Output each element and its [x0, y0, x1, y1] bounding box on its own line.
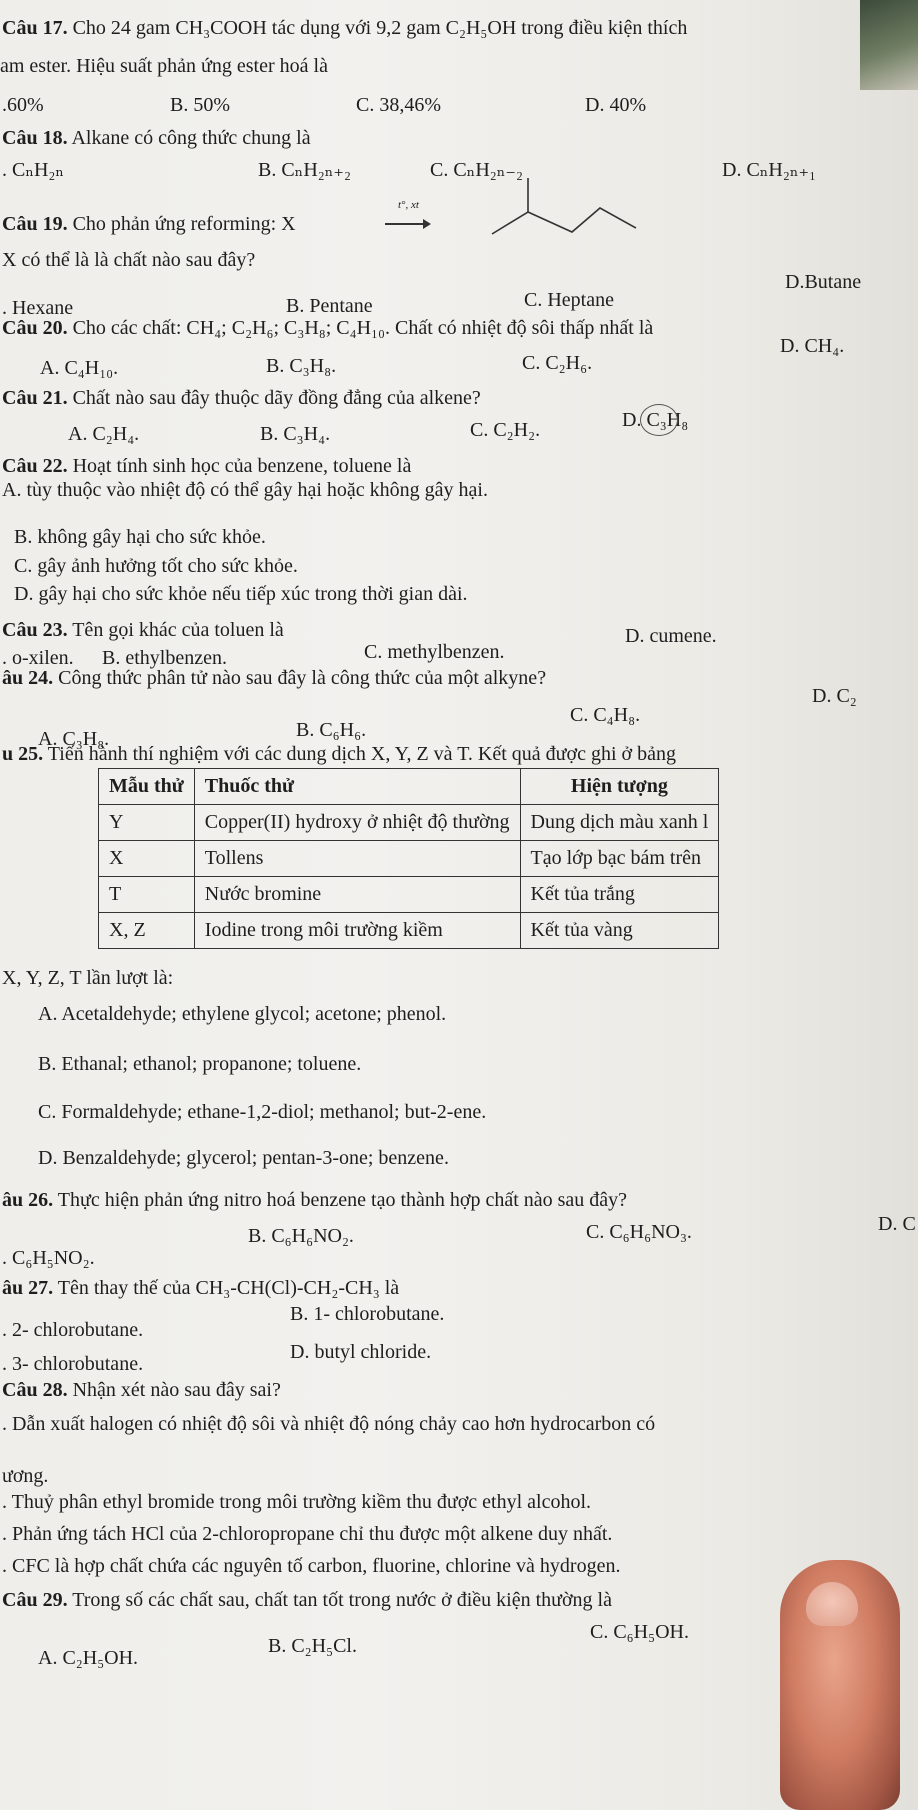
table-cell: Tạo lớp bạc bám trên: [520, 841, 719, 877]
q21-option-a: A. C₂H₄.: [68, 423, 140, 445]
question-24: [2, 668, 546, 688]
q23-option-c: C. methylbenzen.: [364, 641, 505, 663]
question-27: [2, 1278, 399, 1298]
table-row: [99, 841, 719, 877]
q25-title: u 25.: [2, 743, 44, 765]
q28-text: Nhận xét nào sau đây sai?: [72, 1379, 281, 1401]
table-header-cell: Hiện tượng: [520, 769, 719, 805]
table-cell: Y: [99, 805, 195, 841]
q26-title: âu 26.: [2, 1189, 54, 1211]
q26-text: Thực hiện phản ứng nitro hoá benzene tạo thành hợp chất nào sau đây?: [57, 1189, 628, 1211]
q26-option-d: D. C: [878, 1213, 916, 1235]
q25-after-table: X, Y, Z, T lần lượt là:: [2, 967, 174, 989]
table-cell: Nước bromine: [194, 877, 520, 913]
q23-option-b: B. ethylbenzen.: [102, 647, 227, 669]
q19-line2: X có thể là là chất nào sau đây?: [2, 249, 256, 271]
q18-text: Alkane có công thức chung là: [71, 127, 311, 149]
table-cell: Iodine trong môi trường kiềm: [194, 913, 520, 949]
question-19: [2, 214, 296, 234]
q19-title: Câu 19.: [2, 213, 68, 235]
q20-option-c: C. C₂H₆.: [522, 352, 593, 374]
q21-title: Câu 21.: [2, 387, 68, 409]
q17-text: Cho 24 gam CH₃COOH tác dụng với 9,2 gam C₂H₅OH trong điều kiện thích: [72, 17, 688, 39]
q19-option-a: . Hexane: [2, 297, 74, 319]
q29-text: Trong số các chất sau, chất tan tốt trong nước ở điều kiện thường là: [72, 1589, 612, 1611]
q28-option-c: . Phản ứng tách HCl của 2-chloropropane chỉ thu được một alkene duy nhất.: [2, 1523, 613, 1545]
q24-option-b: B. C₆H₆.: [296, 719, 367, 741]
q22-option-b: B. không gây hại cho sức khỏe.: [14, 526, 266, 548]
table-cell: X: [99, 841, 195, 877]
q20-option-d: D. CH₄.: [780, 335, 845, 357]
question-23: [2, 620, 284, 640]
q28-option-d: . CFC là hợp chất chứa các nguyên tố carbon, fluorine, chlorine và hydrogen.: [2, 1555, 621, 1577]
q29-title: Câu 29.: [2, 1589, 68, 1611]
table-cell: X, Z: [99, 913, 195, 949]
question-17: [2, 18, 687, 38]
q17-title: Câu 17.: [2, 17, 68, 39]
question-29: [2, 1590, 612, 1610]
table-cell: T: [99, 877, 195, 913]
q27-option-c: . 3- chlorobutane.: [2, 1353, 144, 1375]
q26-option-c: C. C₆H₆NO₃.: [586, 1221, 692, 1243]
q18-option-c: C. CₙH₂ₙ₋₂: [430, 159, 523, 181]
q18-option-b: B. CₙH₂ₙ₊₂: [258, 159, 351, 181]
q25-text: Tiến hành thí nghiệm với các dung dịch X, Y, Z và T. Kết quả được ghi ở bảng: [47, 743, 676, 765]
table-cell: Copper(II) hydroxy ở nhiệt độ thường: [194, 805, 520, 841]
q20-text: Cho các chất: CH₄; C₂H₆; C₃H₈; C₄H₁₀. Chất có nhiệt độ sôi thấp nhất là: [72, 317, 654, 339]
reaction-condition-label: t°, xt: [398, 199, 419, 211]
q18-option-a: . CₙH₂ₙ: [2, 159, 65, 181]
q28-option-a-continued: ương.: [2, 1465, 49, 1487]
q23-option-d: D. cumene.: [625, 625, 717, 647]
q28-option-b: . Thuỷ phân ethyl bromide trong môi trường kiềm thu được ethyl alcohol.: [2, 1491, 592, 1513]
q18-option-d: D. CₙH₂ₙ₊₁: [722, 159, 817, 181]
table-row: [99, 877, 719, 913]
q24-option-d: D. C₂: [812, 685, 857, 707]
q28-option-a: . Dẫn xuất halogen có nhiệt độ sôi và nhiệt độ nóng chảy cao hơn hydrocarbon có: [2, 1413, 656, 1435]
q24-title: âu 24.: [2, 667, 54, 689]
table-header-cell: Mẫu thử: [99, 769, 195, 805]
q24-option-c: C. C₄H₈.: [570, 704, 641, 726]
q23-title: Câu 23.: [2, 619, 68, 641]
q19-option-c: C. Heptane: [524, 289, 614, 311]
q17-option-a: .60%: [2, 94, 44, 116]
q17-option-c: C. 38,46%: [356, 94, 441, 116]
q24-option-a: A. C₃H₈.: [38, 728, 110, 750]
q25-option-d: D. Benzaldehyde; glycerol; pentan-3-one; benzene.: [38, 1147, 449, 1169]
fingernail-in-photo: [806, 1582, 858, 1626]
q25-option-b: B. Ethanal; ethanol; propanone; toluene.: [38, 1053, 362, 1075]
q29-option-c: C. C₆H₅OH.: [590, 1621, 689, 1643]
q20-title: Câu 20.: [2, 317, 68, 339]
q24-text: Công thức phân tử nào sau đây là công thức của một alkyne?: [58, 667, 547, 689]
question-20: [2, 318, 653, 338]
question-21: [2, 388, 481, 408]
q22-title: Câu 22.: [2, 455, 68, 477]
q18-title: Câu 18.: [2, 127, 68, 149]
question-22: [2, 456, 411, 476]
skeletal-structure-drawing: [490, 176, 640, 236]
q23-option-a: . o-xilen.: [2, 647, 74, 669]
q26-option-a: . C₆H₅NO₂.: [2, 1247, 95, 1269]
q22-option-a: A. tùy thuộc vào nhiệt độ có thể gây hại hoặc không gây hại.: [2, 479, 488, 501]
q28-title: Câu 28.: [2, 1379, 68, 1401]
answer-circle-mark: [640, 404, 678, 436]
q19-option-d: D.Butane: [785, 271, 862, 293]
table-cell: Kết tủa trắng: [520, 877, 719, 913]
table-header-cell: Thuốc thử: [194, 769, 520, 805]
q21-option-c: C. C₂H₂.: [470, 419, 541, 441]
table-header-row: [99, 769, 719, 805]
q27-option-a: . 2- chlorobutane.: [2, 1319, 144, 1341]
q26-option-b: B. C₆H₆NO₂.: [248, 1225, 354, 1247]
q19-option-b: B. Pentane: [286, 295, 373, 317]
photo-corner-background: [860, 0, 918, 90]
question-25: [2, 744, 676, 764]
q27-text: Tên thay thế của CH₃-CH(Cl)-CH₂-CH₃ là: [57, 1277, 400, 1299]
q20-option-a: A. C₄H₁₀.: [40, 357, 119, 379]
q27-title: âu 27.: [2, 1277, 54, 1299]
q25-option-c: C. Formaldehyde; ethane-1,2-diol; methanol; but-2-ene.: [38, 1101, 487, 1123]
q27-option-b: B. 1- chlorobutane.: [290, 1303, 445, 1325]
reaction-arrow-icon: [385, 223, 429, 225]
q17-option-d: D. 40%: [585, 94, 647, 116]
table-cell: Dung dịch màu xanh l: [520, 805, 719, 841]
q17-option-b: B. 50%: [170, 94, 230, 116]
q19-text: Cho phản ứng reforming: X: [72, 213, 296, 235]
q20-option-b: B. C₃H₈.: [266, 355, 337, 377]
table-cell: Tollens: [194, 841, 520, 877]
q29-option-b: B. C₂H₅Cl.: [268, 1635, 357, 1657]
q22-option-c: C. gây ảnh hưởng tốt cho sức khỏe.: [14, 555, 298, 577]
q25-option-a: A. Acetaldehyde; ethylene glycol; acetone; phenol.: [38, 1003, 447, 1025]
q22-option-d: D. gây hại cho sức khỏe nếu tiếp xúc trong thời gian dài.: [14, 583, 468, 605]
q21-option-b: B. C₃H₄.: [260, 423, 331, 445]
q27-option-d: D. butyl chloride.: [290, 1341, 432, 1363]
table-cell: Kết tủa vàng: [520, 913, 719, 949]
q22-text: Hoạt tính sinh học của benzene, toluene là: [72, 455, 412, 477]
question-28: [2, 1380, 281, 1400]
q29-option-a: A. C₂H₅OH.: [38, 1647, 139, 1669]
question-26: [2, 1190, 627, 1210]
q21-option-d: D. C₃H₈: [622, 409, 689, 431]
q21-text: Chất nào sau đây thuộc dãy đồng đẳng của alkene?: [72, 387, 481, 409]
experiment-table: [98, 768, 719, 949]
q23-text: Tên gọi khác của toluen là: [72, 619, 284, 641]
question-18: [2, 128, 311, 148]
table-row: [99, 913, 719, 949]
q17-line2: am ester. Hiệu suất phản ứng ester hoá là: [0, 55, 328, 77]
table-row: [99, 805, 719, 841]
